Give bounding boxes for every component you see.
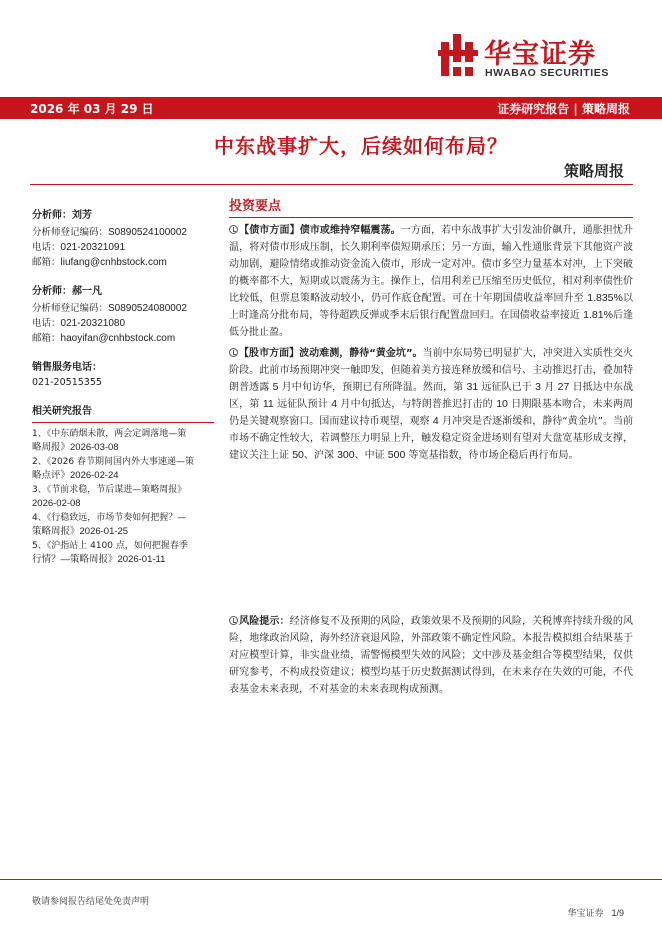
related-reports-list xyxy=(32,427,214,567)
risk-lead: 风险提示： xyxy=(239,616,290,627)
bullet-check-icon xyxy=(229,225,238,234)
report-subtitle: 策略周报 xyxy=(563,162,624,180)
page-number: 1/9 xyxy=(611,908,624,918)
related-reports-title: 相关研究报告 xyxy=(32,404,214,423)
footer-divider xyxy=(0,879,662,880)
list-item[interactable]: 5、《沪指站上 4100 点，如何把握春季 行情？—策略周报》2026-01-11 xyxy=(32,541,188,565)
footer-page-info xyxy=(567,906,624,919)
analyst-reg: 分析师登记编码：S0890524100002 xyxy=(32,227,187,238)
risk-section xyxy=(229,613,633,702)
stock-lead: 【股市方面】波动难测，静待“黄金坑”。 xyxy=(239,348,423,359)
brand-name-cn: 华宝证券 xyxy=(484,39,596,70)
bullet-check-icon xyxy=(229,616,238,625)
list-item[interactable]: 4、《行稳致远，市场节奏如何把握？— 策略周报》2026-01-25 xyxy=(32,513,187,537)
hotline-number: 021-20515355 xyxy=(32,377,102,388)
bond-paragraph: 【债市方面】债市或维持窄幅震荡。一方面，若中东战事扩大引发油价飙升，通胀担忧升温，将对债市形成压制，长久期利率债短期承压；另一方面，输入性通胀背景下其他资产波动加剧，避险情绪或推动资金流入债市，形成一定对冲。债市多空力量基本对冲，上下突破的概率都不大，短期或以震荡为主。操作上，信用利差已压缩至历史低位，相对利率债性价比较低，但票息策略波动较小，仍可作底仓配置。可在十年期国债收益率回升至 1.835%以上时逢高分批布局，等待超跌反弹或季末后银行配置盘回归。在国债收益率接近 1.81%后逢低分批止盈。 xyxy=(229,225,634,338)
list-item[interactable]: 3、《节前求稳，节后谋进—策略周报》 2026-02-08 xyxy=(32,485,187,509)
brand-name-en: HWABAO SECURITIES xyxy=(485,67,609,79)
footer-company: 华宝证券 xyxy=(567,909,604,919)
risk-paragraph: 风险提示：经济修复不及预期的风险，政策效果不及预期的风险，关税博弈持续升级的风险，地缘政治风险，海外经济衰退风险，外部政策不确定性风险。本报告模拟组合结果基于对应模型计算，非实盘业绩，需警惕模型失效的风险；文中涉及基金组合等模型结果，仅供研究参考，不构成投资建议；模型均基于历史数据测试得到，在未来存在失效的可能，不代表基金未来表现，不对基金的未来表现构成预测。 xyxy=(229,616,634,695)
hotline-label: 销售服务电话： xyxy=(32,362,102,373)
list-item[interactable]: 1、《中东硝烟未散，两会定调落地—策 略周报》2026-03-08 xyxy=(32,429,187,453)
footer-disclaimer: 敬请参阅报告结尾处免责声明 xyxy=(32,897,150,907)
analyst-email[interactable]: 邮箱：liufang@cnhbstock.com xyxy=(32,257,167,268)
bullet-check-icon xyxy=(229,348,238,357)
bond-lead: 【债市方面】债市或维持窄幅震荡。 xyxy=(239,225,401,236)
analyst-card xyxy=(32,208,214,270)
report-date: 2026 年 03 月 29 日 xyxy=(30,102,154,116)
sidebar xyxy=(32,208,214,567)
analyst-email[interactable]: 邮箱：haoyifan@cnhbstock.com xyxy=(32,333,176,344)
header-bar xyxy=(0,97,662,119)
stock-paragraph: 【股市方面】波动难测，静待“黄金坑”。当前中东局势已明显扩大，冲突进入实质性交火阶段。此前市场预期冲突一触即发，但随着美方接连释放缓和信号、主动推迟打击，叠加特朗普透露 5 月中旬访华，预期已有所降温。然而，第 31 远征队已于 3 月 27 日抵达中东战区，第 11 远征队预计 4 月中旬抵达，与特朗普推迟打击的 10 日期限基本吻合，未来两周仍是关键观察窗口。国而建议持币观望，观察 4 月冲突是否逐渐缓和，静待“黄金坑”。当前市场不确定性较大，若调整压力明显上升，触发稳定资金进场则有望对大盘宽基形成支撑，建议关注上证 50、沪深 300、中证 500 等宽基指数，待市场企稳后再行布局。 xyxy=(229,348,634,461)
hwabao-logo-icon xyxy=(438,32,478,78)
title-divider xyxy=(30,184,633,185)
brand-logo xyxy=(438,30,638,84)
analyst-name: 分析师：刘芳 xyxy=(32,210,92,221)
analyst-reg: 分析师登记编码：S0890524080002 xyxy=(32,303,187,314)
report-type: 证券研究报告 | 策略周报 xyxy=(497,102,630,116)
analyst-name: 分析师：郝一凡 xyxy=(32,286,102,297)
main-content xyxy=(229,195,633,468)
report-title: 中东战事扩大，后续如何布局？ xyxy=(214,134,508,158)
section-title: 投资要点 xyxy=(229,195,633,218)
analyst-phone: 电话：021-20321080 xyxy=(32,318,126,329)
analyst-phone: 电话：021-20321091 xyxy=(32,242,126,253)
analyst-card xyxy=(32,284,214,346)
list-item[interactable]: 2、《2026 春节期间国内外大事速递—策 略点评》2026-02-24 xyxy=(32,457,194,481)
sales-hotline xyxy=(32,360,214,390)
